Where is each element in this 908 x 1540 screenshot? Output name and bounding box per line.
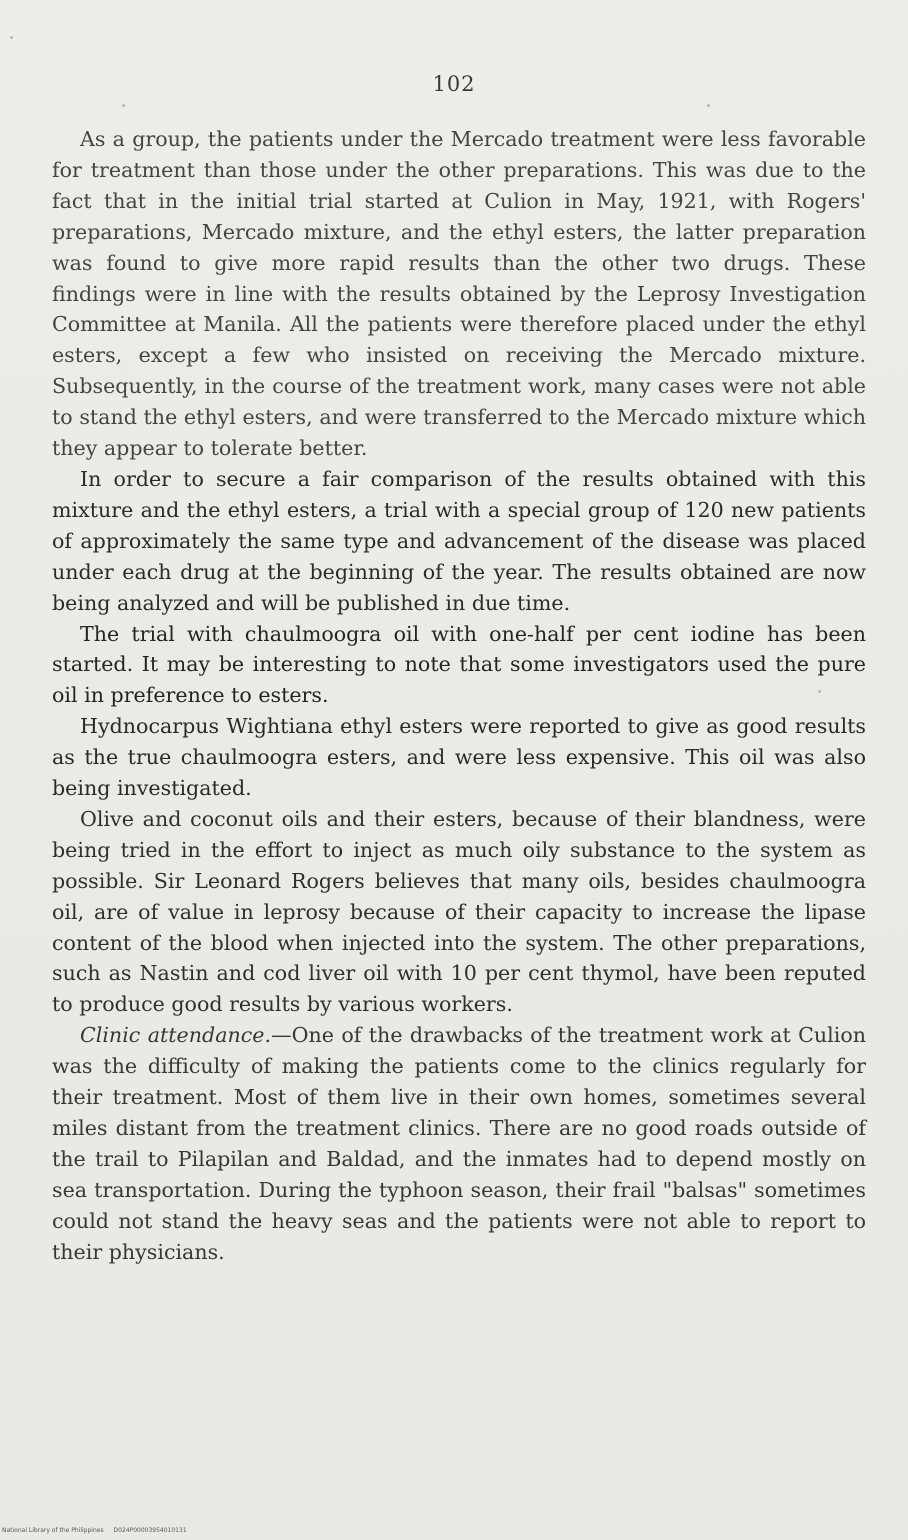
paragraph-hydnocarpus: Hydnocarpus Wightiana ethyl esters were reported to give as good results as the true chaulmoogra esters, and were less expensive. This oil was also being investigated. [52,714,866,801]
scan-speck [122,104,125,107]
paragraph-comparison-trial: In order to secure a fair comparison of the results obtained with this mixture and the ethyl esters, a trial with a special group of 120 new patients of approximately the same type and advancement of the disease was placed under each drug at the beginning of the year. The results obtained are now being analyzed and will be published in due time. [52,466,866,615]
body-text [52,124,866,1268]
footer-institution: National Library of the Philippines [2,1527,104,1534]
section-lead-body: —One of the drawbacks of the treatment work at Culion was the difficulty of making the patients come to the clinics regularly for their treatment. Most of them live in their own homes, sometimes several miles distant from the treatment clinics. There are no good roads outside of the trail to Pilapilan and Baldad, and the inmates had to depend mostly on sea transportation. During the typhoon season, their frail "balsas" sometimes could not stand the heavy seas and the patients were not able to report to their physicians. [52,1023,866,1264]
scan-speck [10,36,13,39]
page-number: 102 [432,72,476,96]
paragraph-mercado-group: As a group, the patients under the Mercado treatment were less favorable for treatment than those under the other preparations. This was due to the fact that in the initial trial started at Culion in May, 1921, with Rogers' preparations, Mercado mixture, and the ethyl esters, the latter preparation was found to give more rapid results than the other two drugs. These findings were in line with the results obtained by the Leprosy Investigation Committee at Manila. All the patients were therefore placed under the ethyl esters, except a few who insisted on receiving the Mercado mixture. Subsequently, in the course of the treatment work, many cases were not able to stand the ethyl esters, and were transferred to the Mercado mixture which they appear to tolerate better. [52,127,866,461]
paragraph-iodine-trial: The trial with chaulmoogra oil with one-half per cent iodine has been started. It may be interesting to note that some investigators used the pure oil in preference to esters. [52,621,866,708]
scan-speck [707,104,710,107]
paragraph-other-oils: Olive and coconut oils and their esters, because of their blandness, were being tried in the effort to inject as much oily substance to the system as possible. Sir Leonard Rogers believes that many oils, besides chaulmoogra oil, are of value in leprosy because of their capacity to increase the lipase content of the blood when injected into the system. The other preparations, such as Nastin and cod liver oil with 10 per cent thymol, have been reputed to produce good results by various workers. [52,806,866,1017]
footer-identifier: D024P00003954010131 [113,1527,187,1534]
paragraph-clinic-attendance [52,1020,866,1267]
scan-footer [2,1527,195,1534]
section-lead-heading: Clinic attendance. [80,1023,271,1048]
